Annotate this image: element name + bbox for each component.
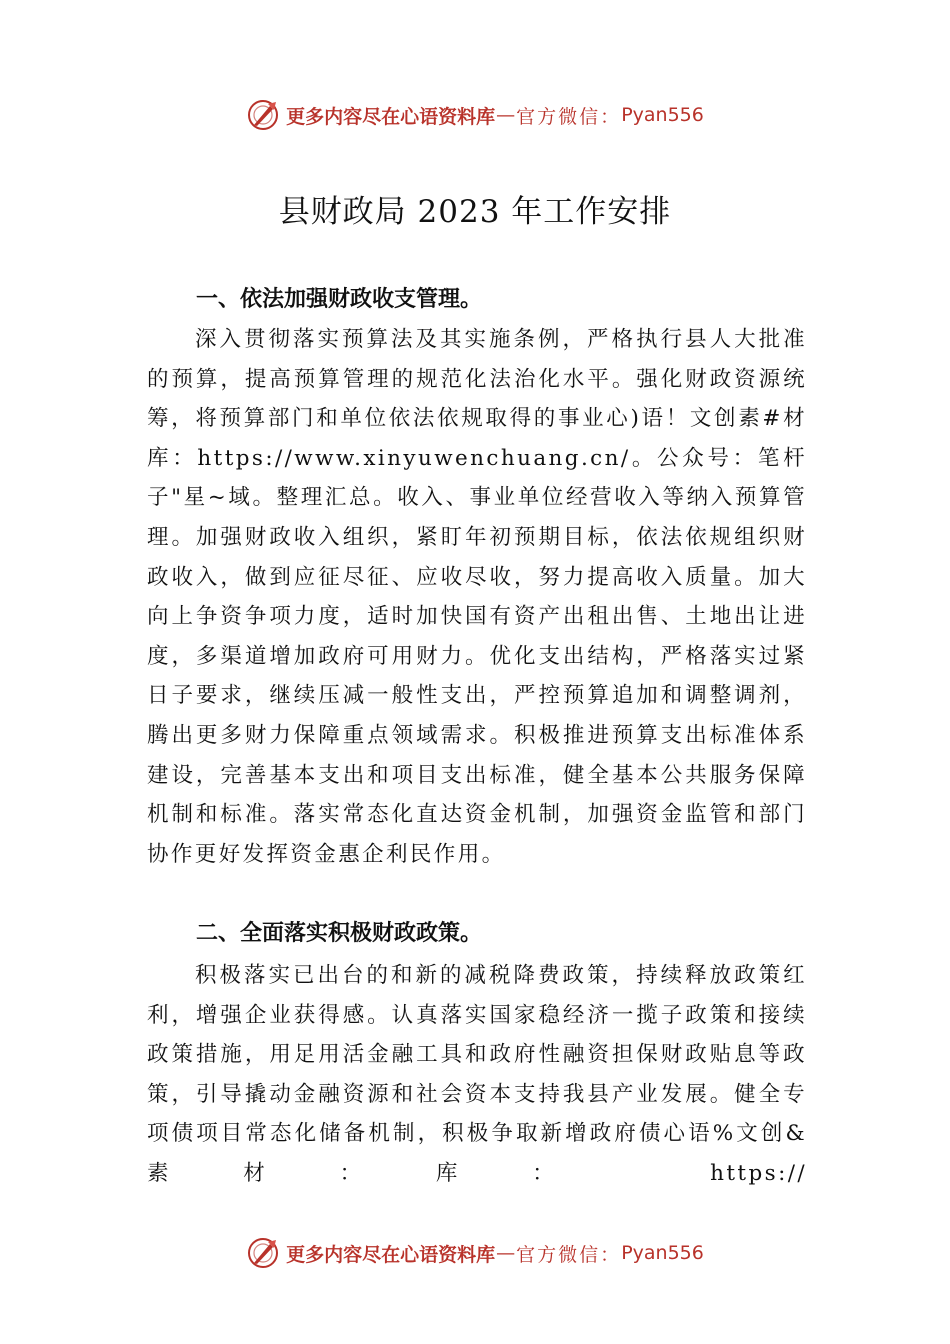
watermark-wechat-label: 官方微信： bbox=[516, 1243, 622, 1266]
quill-seal-icon bbox=[246, 1236, 280, 1270]
watermark-lead-text: 更多内容尽在心语资料库 bbox=[286, 105, 496, 128]
quill-seal-icon bbox=[246, 98, 280, 132]
watermark-separator: — bbox=[496, 104, 516, 126]
watermark-banner-top bbox=[0, 95, 950, 135]
section-body-1: 深入贯彻落实预算法及其实施条例，严格执行县人大批准的预算，提高预算管理的规范化法治化水平。强化财政资源统筹，将预算部门和单位依法依规取得的事业心)语！文创素#材库：https://www.xinyuwenchuang.cn/。公众号：笔杆子"星~域。整理汇总。收入、事业单位经营收入等纳入预算管理。加强财政收入组织，紧盯年初预期目标，依法依规组织财政收入，做到应征尽征、应收尽收，努力提高收入质量。加大向上争资争项力度，适时加快国有资产出租出售、土地出让进度，多渠道增加政府可用财力。优化支出结构，严格落实过紧日子要求，继续压减一般性支出，严控预算追加和调整调剂，腾出更多财力保障重点领域需求。积极推进预算支出标准体系建设，完善基本支出和项目支出标准，健全基本公共服务保障机制和标准。落实常态化直达资金机制，加强资金监管和部门协作更好发挥资金惠企利民作用。 bbox=[147, 327, 807, 867]
section-body-2: 积极落实已出台的和新的减税降费政策，持续释放政策红利，增强企业获得感。认真落实国家稳经济一揽子政策和接续政策措施，用足用活金融工具和政府性融资担保财政贴息等政策，引导撬动金融资源和社会资本支持我县产业发展。健全专项债项目常态化储备机制，积极争取新增政府债心语%文创&素材：库： https:// bbox=[147, 963, 807, 1186]
watermark-lead-text: 更多内容尽在心语资料库 bbox=[286, 1243, 496, 1266]
document-title: 县财政局 2023 年工作安排 bbox=[278, 194, 672, 230]
watermark-wechat-id: Pyan556 bbox=[621, 1242, 704, 1264]
section-heading-2: 二、全面落实积极财政政策。 bbox=[196, 921, 483, 946]
watermark-separator: — bbox=[496, 1242, 516, 1264]
section-heading-1: 一、依法加强财政收支管理。 bbox=[196, 287, 483, 312]
watermark-wechat-label: 官方微信： bbox=[516, 105, 622, 128]
watermark-wechat-id: Pyan556 bbox=[621, 104, 704, 126]
watermark-banner-bottom bbox=[0, 1233, 950, 1273]
